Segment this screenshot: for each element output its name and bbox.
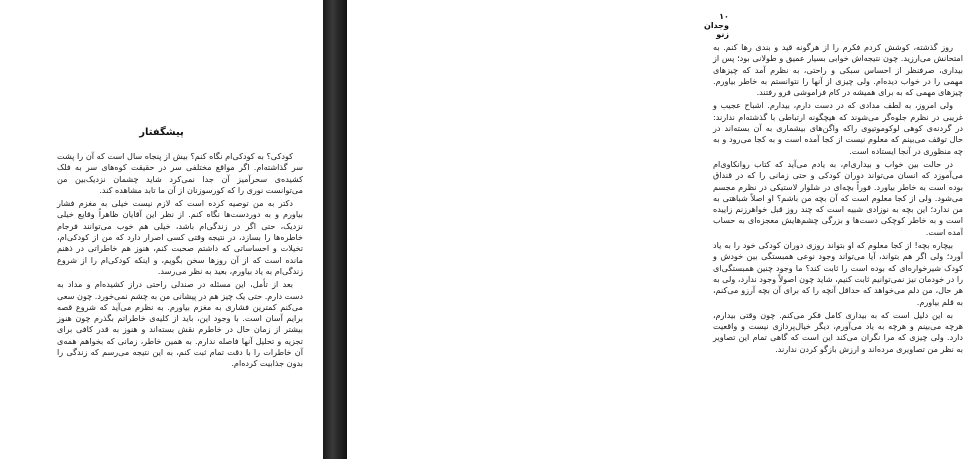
right-page-body [713, 42, 963, 357]
running-header [704, 12, 729, 39]
left-paragraph: دکتر به من توصیه کرده است که لازم نیست خیلی به مغزم فشار بیاورم و به دوردست‌ها نگاه کنم. از نظر این آقایان ظاهراً وقایع خیلی نزدیک، حتی اگر در زندگی‌ام باشد، خیلی هم خوب می‌توانند فرجام خاطره‌ها را بسازد، در نتیجه وقتی کسی اصرار دارد که من از کودکی‌ام، تخیلات و احساساتی که داشتم صحبت کنم، هنوز هم خاطراتی در ذهنم مانده است که از آن روزها سخن بگویم، و اینکه کودکی‌ام را از شروع زندگی‌ام به یاد بیاورم، بعید به نظر می‌رسد. [57, 198, 303, 276]
chapter-title: پیشگفتار [139, 127, 184, 138]
left-paragraph: بعد از تأمل، این مسئله در صندلی راحتی دراز کشیده‌ام و مداد به دست دارم. حتی یک چیز هم در پیشانی من به چشم نمی‌خورد. چون سعی می‌کنم کمترین فشاری به مغزم بیاورم. به نظرم می‌آید که شروع قصه برایم آسان است. با وجود این، باید از کلیه‌ی خاطراتم بگذرم چون هنوز بیشتر از زمان حال در خاطرم نقش بسته‌اند و هنوز به قدر کافی برای تجزیه و تحلیل آنها فاصله ندارم. به همین خاطر، زمانی که بخواهم همه‌ی آن خاطرات را با دقت تمام ثبت کنم، به این نتیجه می‌رسم که زندگی را بدون جذابیت کرده‌ام. [57, 279, 303, 369]
right-paragraph: روز گذشته، کوشش کردم فکرم را از هرگونه قید و بندی رها کنم. به امتحانش می‌ارزید. چون نتیجه‌اش خوابی بسیار عمیق و طولانی بود؛ پس از بیداری، صرفنظر از احساس سبکی و راحتی، به نظرم آمد که چیزهای مهمی را در خواب دیده‌ام. ولی چیزی از آنها را نتوانستم به خاطر بیاورم. چیزهای مهمی که به برای همیشه در کام فراموشی فرو رفتند. [713, 42, 963, 98]
book-gutter [323, 0, 347, 459]
right-paragraph: ولی امروز، به لطف مدادی که در دست دارم، بیدارم. اشباح عجیب و غریبی در نظرم جلوه‌گر می‌شوند که هیچگونه ارتباطی با گذشته‌ام ندارند: در گردنه‌ی کوهی لوکوموتیوی راکه واگن‌های بیشماری به آن بسته‌اند در حال توقف می‌بینم که معلوم نیست از کجا آمده است و به کجا می‌رود و به چه منظوری در آنجا ایستاده است. [713, 100, 963, 156]
right-page [347, 0, 963, 459]
left-page-body [57, 151, 303, 372]
page-number: ۱۰ [719, 12, 729, 21]
right-paragraph: بیچاره بچه! از کجا معلوم که او بتواند روزی دوران کودکی خود را به یاد آورد؛ ولی اگر هم بتواند، آیا می‌تواند وجود نوعی همبستگی بین خودش و کودک شیرخواره‌ای که بوده است را ثابت کند؟ ما وجود چنین همبستگی‌ای را در خودمان نیز نمی‌توانیم ثابت کنیم، شاید چون اصولاً وجود ندارد، ولی به هر حال، من دلم می‌خواهد که حداقل آنچه را که برای آن بچه آرزو می‌کنم، به قلم بیاورم. [713, 240, 963, 307]
left-paragraph: کودکی؟ به کودکی‌ام نگاه کنم؟ بیش از پنجاه سال است که آن را پشت سر گذاشته‌ام. اگر مواقع مختلفی سر در حقیقت کوه‌های سر به فلک کشیده‌ی سحرآمیز آن جدا نمی‌کرد شاید چشمان نزدیک‌بین من می‌توانست نوری را که کورسوزنان از آن ما تابد مشاهده کند. [57, 151, 303, 195]
left-page [0, 0, 323, 459]
right-paragraph: در حالت بین خواب و بیداری‌ام، به یادم می‌آید که کتاب روانکاوی‌ام می‌آموزد که انسان می‌تواند دوران کودکی و حتی زمانی را که در قنداق بوده است به خاطر بیاورد. فوراً بچه‌ای در شلوار لاستیکی در نظرم مجسم می‌شود. ولی از کجا معلوم است که آن بچه من باشم؟ او اصلاً شباهتی به من ندارد؛ این بچه به نوزادی شبیه است که چند روز قبل خواهرزنم زاییده است و به خاطر کوچکی دست‌ها و بزرگی چشم‌هایش معجزه‌ای به حساب آمده است. [713, 158, 963, 237]
right-paragraph: به این دلیل است که به بیداری کامل فکر می‌کنم. چون وقتی بیدارم، هرچه می‌بینم و هرچه به یاد می‌آورم، دیگر خیال‌پردازی نیست و واقعیت دارد. ولی چیزی که مرا نگران می‌کند این است که گاهی تمام این تصاویر به نظر من تصاویری مرده‌اند و ارزش بازگو کردن ندارند. [713, 309, 963, 354]
running-title: وجدان زنو [703, 21, 729, 39]
